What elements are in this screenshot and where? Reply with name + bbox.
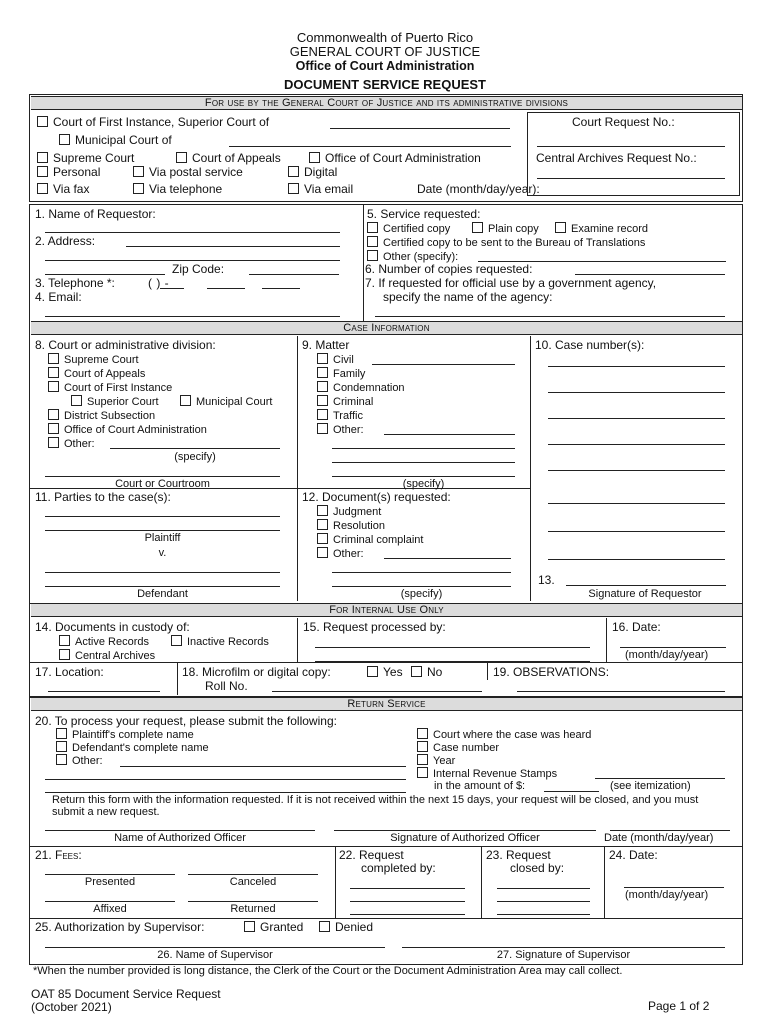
central-request-label: Central Archives Request No.: (536, 151, 697, 165)
fill-line[interactable] (160, 288, 184, 289)
fill-line[interactable] (45, 874, 175, 875)
plaintiff-name-option[interactable]: Plaintiff's complete name (56, 728, 194, 741)
checkbox[interactable] (48, 409, 59, 420)
zip-field[interactable] (249, 274, 339, 275)
roll-label: Roll No. (205, 679, 248, 693)
fill-line[interactable] (188, 901, 318, 902)
page-number: Page 1 of 2 (648, 999, 710, 1013)
form-number: OAT 85 Document Service Request (31, 987, 221, 1001)
case-number-label: 10. Case number(s): (535, 338, 645, 352)
email-label: 4. Email: (35, 290, 82, 304)
checkbox[interactable] (171, 635, 182, 646)
officer-date-field[interactable] (610, 830, 730, 831)
completed-label: 22. Request (339, 848, 404, 862)
fill-line[interactable] (330, 128, 510, 129)
checkbox[interactable] (133, 166, 144, 177)
case-number-option[interactable]: Case number (417, 741, 499, 754)
inactive-records-option[interactable]: Inactive Records (171, 635, 269, 648)
checkbox[interactable] (37, 116, 48, 127)
versus-label: v. (158, 547, 167, 559)
specify9-label: (specify) (402, 478, 445, 490)
matter-label: 9. Matter (302, 338, 350, 352)
checkbox[interactable] (309, 152, 320, 163)
supervisor-name-field[interactable] (45, 947, 385, 948)
fill-line[interactable] (110, 448, 280, 449)
divider (30, 662, 742, 663)
municipal-option[interactable]: Municipal Court of (59, 134, 172, 147)
checkbox[interactable] (288, 166, 299, 177)
supreme-court-option[interactable]: Supreme Court (48, 353, 139, 366)
divider (177, 663, 178, 695)
checkbox[interactable] (37, 183, 48, 194)
fill-line[interactable] (548, 392, 725, 393)
criminal-complaint-option[interactable]: Criminal complaint (317, 533, 423, 546)
band-general-use: For use by the General Court of Justice and its administrative divisions (31, 96, 742, 110)
address-label: 2. Address: (35, 234, 96, 248)
form-date: (October 2021) (31, 1000, 112, 1014)
digital-option[interactable]: Digital (288, 166, 337, 179)
fill-line[interactable] (45, 530, 280, 531)
fill-line[interactable] (45, 274, 165, 275)
family-option[interactable]: Family (317, 367, 365, 380)
telephone-option[interactable]: Via telephone (133, 183, 222, 196)
fill-line[interactable] (45, 260, 340, 261)
agency-label-2: specify the name of the agency: (383, 290, 553, 304)
fill-line[interactable] (332, 572, 511, 573)
fill-line[interactable] (350, 914, 465, 915)
divider (487, 663, 488, 680)
checkbox[interactable] (367, 236, 378, 247)
checkbox[interactable] (56, 754, 67, 765)
parties-label: 11. Parties to the case(s): (35, 490, 171, 504)
fill-line[interactable] (548, 444, 725, 445)
processed-field[interactable] (315, 647, 590, 648)
supervisor-name-label: 26. Name of Supervisor (157, 949, 273, 961)
fill-line[interactable] (332, 448, 515, 449)
copies-field[interactable] (575, 274, 725, 275)
fill-line[interactable] (45, 586, 280, 587)
divider (604, 847, 605, 919)
certified-option[interactable]: Certified copy (367, 222, 450, 235)
traffic-option[interactable]: Traffic (317, 409, 363, 422)
observations-label: 19. OBSERVATIONS: (493, 665, 610, 679)
fill-line[interactable] (548, 559, 725, 560)
condemnation-option[interactable]: Condemnation (317, 381, 405, 394)
plaintiff-field[interactable] (45, 516, 280, 517)
agency-label: 7. If requested for official use by a government agency, (365, 276, 657, 290)
court-division-label: 8. Court or administrative division: (35, 338, 216, 352)
court-request-label: Court Request No.: (572, 115, 675, 129)
fill-line[interactable] (188, 874, 318, 875)
checkbox[interactable] (417, 754, 428, 765)
checkbox[interactable] (317, 353, 328, 364)
band-internal-use: For Internal Use Only (31, 603, 742, 617)
fill-line[interactable] (372, 364, 515, 365)
superior-court-option[interactable]: Superior Court (71, 395, 159, 408)
custody-label: 14. Documents in custody of: (35, 620, 190, 634)
email-field[interactable] (45, 316, 340, 317)
fax-option[interactable]: Via fax (37, 183, 89, 196)
return-notice: Return this form with the information requested. If it is not received within the next 15 days, your request will be closed, and you must submit a new request. (52, 794, 699, 818)
office-line: Office of Court Administration (295, 59, 475, 73)
irs-option[interactable]: Internal Revenue Stamps (417, 767, 557, 780)
telephone-format: ( ) - (148, 276, 170, 290)
header (0, 31, 770, 91)
supervisor-signature-field[interactable] (402, 947, 725, 948)
supreme-option[interactable]: Supreme Court (37, 152, 134, 165)
checkbox[interactable] (48, 353, 59, 364)
fill-line[interactable] (332, 462, 515, 463)
checkbox[interactable] (59, 134, 70, 145)
yes-option[interactable]: Yes (367, 666, 403, 679)
fill-line[interactable] (315, 661, 590, 662)
itemization-label: (see itemization) (610, 780, 691, 792)
date24-format: (month/day/year) (625, 889, 709, 901)
checkbox[interactable] (317, 381, 328, 392)
n13-label: 13. (538, 573, 555, 587)
checkbox[interactable] (59, 649, 70, 660)
closed-label-2: closed by: (510, 861, 565, 875)
central-archives-option[interactable]: Central Archives (59, 649, 155, 662)
checkbox[interactable] (48, 381, 59, 392)
checkbox[interactable] (48, 367, 59, 378)
affixed-label: Affixed (93, 903, 127, 915)
amount-field[interactable] (544, 791, 599, 792)
appeals-option[interactable]: Court of Appeals (176, 152, 281, 165)
civil-option[interactable]: Civil (317, 353, 354, 366)
first-instance-option[interactable]: Court of First Instance (48, 381, 172, 394)
fill-line[interactable] (350, 901, 465, 902)
officer-name-label: Name of Authorized Officer (114, 832, 246, 844)
checkbox[interactable] (288, 183, 299, 194)
fill-line[interactable] (548, 418, 725, 419)
email-option[interactable]: Via email (288, 183, 353, 196)
defendant-name-option[interactable]: Defendant's complete name (56, 741, 209, 754)
microfilm-label: 18. Microfilm or digital copy: (182, 665, 331, 679)
checkbox[interactable] (472, 222, 483, 233)
date-label: Date (month/day/year): (417, 182, 540, 196)
fill-line[interactable] (384, 434, 515, 435)
checkbox[interactable] (56, 728, 67, 739)
date16-label: 16. Date: (612, 620, 661, 634)
other-matter-option[interactable]: Other: (317, 423, 364, 436)
checkbox[interactable] (317, 409, 328, 420)
checkbox[interactable] (367, 666, 378, 677)
returned-label: Returned (230, 903, 276, 915)
fill-line[interactable] (45, 830, 315, 831)
defendant-label: Defendant (137, 588, 188, 600)
other-return-option[interactable]: Other: (56, 754, 103, 767)
observations-field[interactable] (517, 691, 725, 692)
completed-label-2: completed by: (361, 861, 436, 875)
fill-line[interactable] (45, 901, 175, 902)
district-option[interactable]: District Subsection (48, 409, 155, 422)
checkbox[interactable] (417, 728, 428, 739)
checkbox[interactable] (317, 367, 328, 378)
fill-line[interactable] (548, 470, 725, 471)
checkbox[interactable] (71, 395, 82, 406)
checkbox[interactable] (176, 152, 187, 163)
checkbox[interactable] (48, 437, 59, 448)
processed-label: 15. Request processed by: (303, 620, 446, 634)
roll-field[interactable] (272, 691, 482, 692)
resolution-option[interactable]: Resolution (317, 519, 385, 532)
checkbox[interactable] (317, 519, 328, 530)
checkbox[interactable] (367, 222, 378, 233)
examine-option[interactable]: Examine record (555, 222, 648, 235)
defendant-field[interactable] (45, 572, 280, 573)
fees-label: 21. Fees: (35, 848, 82, 862)
personal-option[interactable]: Personal (37, 166, 100, 179)
fill-line[interactable] (497, 914, 590, 915)
footnote: *When the number provided is long distance, the Clerk of the Court or the Document Administration Area may call collect. (33, 965, 623, 977)
checkbox[interactable] (317, 395, 328, 406)
service-label: 5. Service requested: (367, 207, 481, 221)
judgment-option[interactable]: Judgment (317, 505, 381, 518)
bureau-option[interactable]: Certified copy to be sent to the Bureau of Translations (367, 236, 645, 249)
amount-label: in the amount of $: (434, 780, 526, 792)
specify12-label: (specify) (400, 588, 443, 600)
cfi-option[interactable]: Court of First Instance, Superior Court of (37, 116, 269, 129)
central-request-field[interactable] (537, 178, 725, 179)
commonwealth-line: Commonwealth of Puerto Rico (296, 30, 474, 45)
date16-format: (month/day/year) (625, 649, 709, 661)
process-label: 20. To process your request, please submit the following: (35, 714, 337, 728)
checkbox[interactable] (48, 423, 59, 434)
oca-option[interactable]: Office of Court Administration (309, 152, 481, 165)
fill-line[interactable] (595, 778, 725, 779)
fill-line[interactable] (332, 476, 515, 477)
divider (530, 336, 531, 601)
date16-field[interactable] (620, 647, 726, 648)
other-document-option[interactable]: Other: (317, 547, 364, 560)
plain-option[interactable]: Plain copy (472, 222, 539, 235)
fill-line[interactable] (548, 531, 725, 532)
checkbox[interactable] (56, 741, 67, 752)
address-field[interactable] (126, 246, 340, 247)
case-number-field[interactable] (548, 366, 725, 367)
location-field[interactable] (48, 691, 160, 692)
authorization-label: 25. Authorization by Supervisor: (35, 920, 205, 934)
plaintiff-label: Plaintiff (144, 532, 181, 544)
requestor-signature-field[interactable] (566, 585, 726, 586)
checkbox[interactable] (59, 635, 70, 646)
checkbox[interactable] (133, 183, 144, 194)
fill-line[interactable] (229, 146, 511, 147)
checkbox[interactable] (244, 921, 255, 932)
checkbox[interactable] (317, 423, 328, 434)
location-label: 17. Location: (35, 665, 104, 679)
presented-label: Presented (84, 876, 136, 888)
appeals-court-option[interactable]: Court of Appeals (48, 367, 145, 380)
officer-date-label: Date (month/day/year) (604, 832, 714, 844)
divider (297, 618, 298, 663)
fill-line[interactable] (497, 901, 590, 902)
form-title: DOCUMENT SERVICE REQUEST (283, 77, 486, 92)
agency-field[interactable] (375, 316, 725, 317)
municipal-court-option[interactable]: Municipal Court (180, 395, 272, 408)
other-division-option[interactable]: Other: (48, 437, 95, 450)
specify-label: (specify) (174, 451, 216, 463)
divider (335, 847, 336, 919)
divider (363, 205, 364, 321)
checkbox[interactable] (319, 921, 330, 932)
requestor-signature-label: Signature of Requestor (588, 588, 702, 600)
checkbox[interactable] (37, 152, 48, 163)
granted-option[interactable]: Granted (244, 921, 303, 934)
documents-label: 12. Document(s) requested: (302, 490, 451, 504)
checkbox[interactable] (317, 533, 328, 544)
checkbox[interactable] (180, 395, 191, 406)
fill-line[interactable] (207, 288, 245, 289)
courtroom-field[interactable] (45, 476, 280, 477)
checkbox[interactable] (417, 767, 428, 778)
requestor-name-label: 1. Name of Requestor: (35, 207, 156, 221)
court-heard-option[interactable]: Court where the case was heard (417, 728, 591, 741)
court-request-field[interactable] (537, 146, 725, 147)
checkbox[interactable] (37, 166, 48, 177)
no-option[interactable]: No (411, 666, 442, 679)
supervisor-signature-label: 27. Signature of Supervisor (496, 949, 631, 961)
completed-field[interactable] (350, 888, 465, 889)
checkbox[interactable] (317, 547, 328, 558)
checkbox[interactable] (367, 250, 378, 261)
telephone-label: 3. Telephone *: (35, 276, 115, 290)
divider (30, 846, 742, 847)
band-return-service: Return Service (31, 697, 742, 711)
active-records-option[interactable]: Active Records (59, 635, 149, 648)
fill-line[interactable] (45, 792, 406, 793)
checkbox[interactable] (411, 666, 422, 677)
criminal-option[interactable]: Criminal (317, 395, 373, 408)
zip-label: Zip Code: (172, 262, 225, 276)
date24-label: 24. Date: (609, 848, 658, 862)
fill-line[interactable] (384, 558, 511, 559)
divider (606, 618, 607, 663)
checkbox[interactable] (417, 741, 428, 752)
year-option[interactable]: Year (417, 754, 455, 767)
fill-line[interactable] (45, 779, 406, 780)
fill-line[interactable] (548, 503, 725, 504)
officer-signature-field[interactable] (334, 830, 596, 831)
checkbox[interactable] (317, 505, 328, 516)
denied-option[interactable]: Denied (319, 921, 373, 934)
court-line: GENERAL COURT OF JUSTICE (289, 44, 481, 59)
date24-field[interactable] (624, 887, 724, 888)
divider (297, 336, 298, 601)
oca-division-option[interactable]: Office of Court Administration (48, 423, 207, 436)
divider (30, 918, 742, 919)
fill-line[interactable] (262, 288, 300, 289)
divider (481, 847, 482, 919)
band-case-information: Case Information (31, 321, 742, 335)
copies-label: 6. Number of copies requested: (365, 262, 533, 276)
requestor-name-field[interactable] (45, 232, 340, 233)
canceled-label: Canceled (229, 876, 277, 888)
postal-option[interactable]: Via postal service (133, 166, 243, 179)
courtroom-label: Court or Courtroom (115, 478, 210, 490)
other-service-option[interactable]: Other (specify): (367, 250, 458, 263)
closed-label: 23. Request (486, 848, 551, 862)
checkbox[interactable] (555, 222, 566, 233)
fill-line[interactable] (120, 766, 406, 767)
officer-signature-label: Signature of Authorized Officer (390, 832, 540, 844)
fill-line[interactable] (332, 586, 511, 587)
closed-field[interactable] (497, 888, 590, 889)
